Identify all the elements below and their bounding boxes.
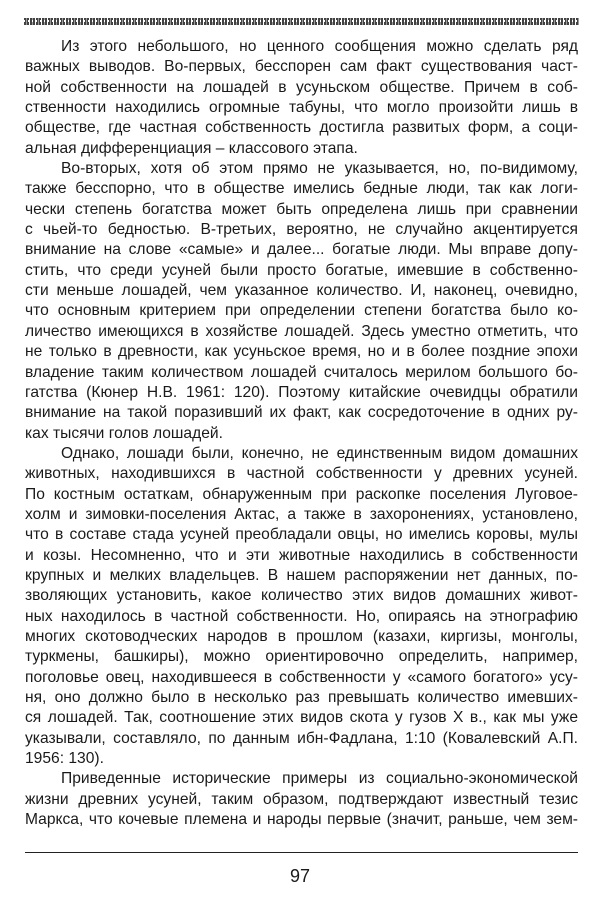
text-line: личество имеющихся в хозяйстве лошадей. Здесь уместно отметить, что [25,322,578,340]
text-line: что в составе стада усуней преобладали овцы, но имелись коровы, мулы [25,526,578,544]
text-line: альная дифференциация – классового этапа. [25,139,358,157]
text-line: стить, что среди усуней были просто богатые, имевшие в собственно- [25,261,578,279]
text-line: с чьей-то бедностью. В-третьих, вероятно, не случайно акцентируется [25,221,578,239]
text-line: По костным остаткам, обнаруженным при раскопке поселения Луговое- [25,485,578,503]
text-line: холм и зимовки-поселения Актас, а также в захоронениях, установлено, [25,505,578,523]
text-line: Однако, лошади были, конечно, не единственным видом домашних [61,444,578,462]
text-line: туркмены, башкиры), можно ориентировочно определить, например, [25,648,578,666]
text-line: 1956: 130). [25,750,104,768]
text-line: гатства (Кюнер Н.В. 1961: 120). Поэтому китайские очевидцы обратили [25,383,578,401]
text-line: чески степень богатства может быть определена лишь при сравнении [25,200,578,218]
text-line: Во-вторых, хотя об этом прямо не указывается, но, по-видимому, [61,160,578,178]
text-line: обществе, где частная собственность достигла развитых форм, а соци- [25,119,578,137]
text-line: животных, находившихся в частной собственности у древних усуней. [25,465,578,483]
page-number: 97 [289,866,311,886]
paragraph [25,37,578,159]
text-line: крупных и мелких владельцев. В нашем распоряжении нет данных, по- [25,566,578,584]
text-line: важных выводов. Во-первых, бесспорен сам факт существования част- [25,58,578,76]
text-line: сти меньше лошадей, чем указанное количество. И, наконец, очевидно, [25,282,578,300]
text-line: не только в древности, как усуньское время, но и в более поздние эпохи [25,343,578,361]
text-line: и козы. Несомненно, что и эти животные находились в собственности [25,546,578,564]
text-line: что основным критерием при определении степени богатства было ко- [25,302,578,320]
text-line: также бесспорно, что в обществе имелись бедные люди, так как логи- [25,180,578,198]
text-line: указывали, составляло, по данным ибн-Фадлана, 1:10 (Ковалевский А.П. [25,729,578,747]
text-line: многих скотоводческих народов в прошлом (казахи, киргизы, монголы, [25,627,578,645]
text-line: ных находилось в частной собственности. Но, опираясь на этнографию [25,607,578,625]
footer-rule [25,852,578,853]
text-line: зволяющих установить, какое количество этих видов домашних живот- [25,587,578,605]
header-ornament [24,18,579,25]
text-line: ках тысячи голов лошадей. [25,424,223,442]
text-line: ной собственности на лошадей в усуньском обществе. Причем в соб- [25,78,578,96]
text-line: жизни древних усуней, таким образом, подтверждают известный тезис [25,790,578,808]
text-line: ня, оно должно было в несколько раз превышать количество имевших- [25,689,578,706]
text-line: ственности находились огромные табуны, что могло произойти лишь в [25,99,578,117]
text-line: поголовье овец, находившееся в собственности у «самого богатого» усу- [25,668,578,686]
paragraph [25,444,578,770]
paragraph [25,769,578,830]
text-line: внимание на слове «самые» и далее... богатые люди. Мы вправе допу- [25,241,578,259]
text-line: Маркса, что кочевые племена и народы первые (значит, раньше, чем зем- [25,811,578,829]
text-line: внимание на такой поразивший их факт, как сосредоточение в одних ру- [25,404,578,422]
text-line: владение таким количеством лошадей считалось мерилом большого бо- [25,363,578,381]
text-line: ся лошадей. Так, соотношение этих видов скота у гузов X в., как мы уже [25,709,578,727]
text-line: Приведенные исторические примеры из социально-экономической [61,770,578,788]
body-text [25,37,578,830]
text-line: Из этого небольшого, но ценного сообщения можно сделать ряд [61,38,578,55]
paragraph [25,159,578,444]
